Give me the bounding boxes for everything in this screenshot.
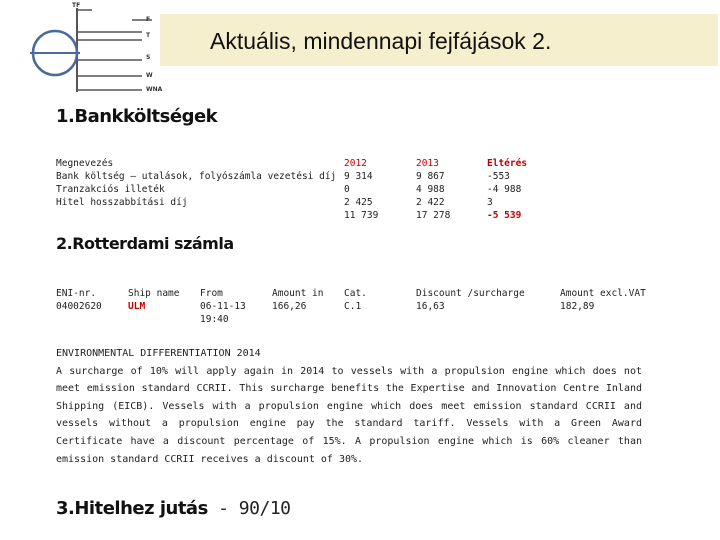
logo-label-w: W (146, 72, 153, 79)
col-2012-value: 2 425 (344, 197, 373, 208)
col-diff-total: -5 539 (487, 210, 522, 221)
col-2012-total: 11 739 (344, 210, 379, 221)
discount-value: 16,63 (416, 301, 445, 312)
amount-column (272, 287, 323, 313)
section3-heading-text: 3.Hitelhez jutás (56, 498, 208, 519)
amount-value: 166,26 (272, 301, 307, 312)
label-bank-cost: Bank költség – utalások, folyószámla vezetési díj (56, 171, 337, 182)
label-transaction-fee: Tranzakciós illeték (56, 184, 165, 195)
cat-value: C.1 (344, 301, 362, 312)
amount-label: Amount in (272, 288, 324, 299)
section3-heading (56, 498, 291, 519)
from-time: 19:40 (200, 314, 229, 325)
logo-label-t: T (146, 32, 151, 39)
logo-label-s: S (146, 54, 151, 61)
col-2012-value: 9 314 (344, 171, 373, 182)
section1-label-column (56, 157, 336, 209)
excl-vat-value: 182,89 (560, 301, 595, 312)
col-2013-value: 2 422 (416, 197, 445, 208)
label-header: Megnevezés (56, 158, 114, 169)
logo-label-wna: WNA (146, 86, 163, 93)
section1-col-2012 (344, 157, 378, 222)
col-diff-value: -553 (487, 171, 510, 182)
ship-column (128, 287, 179, 313)
col-2013-value: 9 867 (416, 171, 445, 182)
excl-vat-label: Amount excl.VAT (560, 288, 646, 299)
page-title: Aktuális, mindennapi fejfájások 2. (210, 28, 552, 54)
col-2012-header: 2012 (344, 158, 367, 169)
environmental-text: A surcharge of 10% will apply again in 2014 to vessels with a propulsion engine which does not meet emission standard CCRII. This surcharge benefits the Expertise and Innovation Centre Inland Shipping (EICB). Vessels with a propulsion engine which does meet emission standard CCRII and vessels without a propulsion engine pay the standard tariff. Vessels with a Green Award Certificate have a discount percentage of 15%. A propulsion engine which is 60% cleaner than emission standard CCRII receives a discount of 30%. (56, 365, 642, 465)
section1-heading: 1.Bankköltségek (56, 106, 218, 127)
section1-col-2013 (416, 157, 450, 222)
discount-label: Discount /surcharge (416, 288, 525, 299)
section1-col-diff (487, 157, 527, 222)
excl-vat-column (560, 287, 646, 313)
cat-column (344, 287, 367, 313)
logo-label-tf: TF (72, 2, 81, 9)
eni-label: ENI-nr. (56, 288, 97, 299)
logo-label-f: F (146, 16, 151, 23)
from-date: 06-11-13 (200, 301, 246, 312)
col-diff-value: -4 988 (487, 184, 522, 195)
col-diff-header: Eltérés (487, 158, 528, 169)
environmental-heading: ENVIRONMENTAL DIFFERENTIATION 2014 (56, 348, 261, 359)
ship-value: ULM (128, 301, 146, 312)
col-2012-value: 0 (344, 184, 350, 195)
section2-heading: 2.Rotterdami számla (56, 234, 234, 253)
from-column (200, 287, 246, 326)
cat-label: Cat. (344, 288, 367, 299)
col-2013-header: 2013 (416, 158, 439, 169)
eni-column (56, 287, 102, 313)
col-2013-total: 17 278 (416, 210, 451, 221)
eni-value: 04002620 (56, 301, 102, 312)
col-diff-value: 3 (487, 197, 493, 208)
environmental-block (56, 345, 642, 468)
from-label: From (200, 288, 223, 299)
discount-column (416, 287, 525, 313)
ship-label: Ship name (128, 288, 180, 299)
col-2013-value: 4 988 (416, 184, 445, 195)
logo (22, 2, 172, 98)
section3-ratio: - 90/10 (207, 498, 291, 519)
label-credit-extension-fee: Hitel hosszabbítási díj (56, 197, 188, 208)
